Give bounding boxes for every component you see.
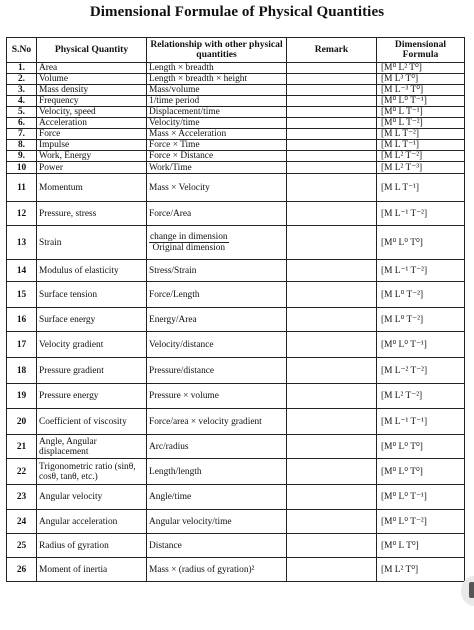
remark-cell (287, 384, 377, 409)
relationship-cell: Mass × Acceleration (147, 129, 287, 140)
quantity-cell: Velocity gradient (37, 332, 147, 358)
relationship-cell: Force/Length (147, 282, 287, 308)
sno-cell: 17 (7, 332, 37, 358)
relationship-cell: Work/Time (147, 162, 287, 174)
formula-cell: [M L² T⁻³] (377, 162, 465, 174)
relationship-cell: Mass/volume (147, 85, 287, 96)
remark-cell (287, 202, 377, 226)
quantity-cell: Impulse (37, 140, 147, 151)
sno-cell: 8. (7, 140, 37, 151)
table-row (7, 308, 465, 332)
sno-cell: 10 (7, 162, 37, 174)
remark-cell (287, 459, 377, 485)
quantity-cell: Pressure gradient (37, 358, 147, 384)
formula-cell: [M L T⁻²] (377, 129, 465, 140)
relationship-cell (147, 226, 287, 260)
formula-cell: [M L T⁻¹] (377, 174, 465, 202)
relationship-cell: Mass × (radius of gyration)² (147, 558, 287, 582)
table-row (7, 129, 465, 140)
quantity-cell: Area (37, 63, 147, 74)
header-remark: Remark (287, 38, 377, 63)
remark-cell (287, 332, 377, 358)
table-row (7, 140, 465, 151)
relationship-cell: Distance (147, 534, 287, 558)
remark-cell (287, 96, 377, 107)
formula-cell: [M⁰ L⁰ T⁰] (377, 459, 465, 485)
header-relationship: Relationship with other physical quantities (147, 38, 287, 63)
formula-cell: [M L² T⁻²] (377, 384, 465, 409)
relationship-cell: Force × Distance (147, 151, 287, 162)
header-physical-quantity: Physical Quantity (37, 38, 147, 63)
quantity-cell: Momentum (37, 174, 147, 202)
sno-cell: 18 (7, 358, 37, 384)
sno-cell: 11 (7, 174, 37, 202)
fraction-denominator: Original dimension (152, 243, 226, 253)
formula-cell: [M⁰ L T⁻²] (377, 118, 465, 129)
header-dimensional-formula: Dimensional Formula (377, 38, 465, 63)
table-row (7, 162, 465, 174)
quantity-cell: Work, Energy (37, 151, 147, 162)
sno-cell: 21 (7, 435, 37, 459)
table-row (7, 358, 465, 384)
remark-cell (287, 162, 377, 174)
relationship-cell: Length/length (147, 459, 287, 485)
sno-cell: 7. (7, 129, 37, 140)
table-row (7, 332, 465, 358)
formula-cell: [M L² T⁻²] (377, 151, 465, 162)
formula-cell: [M⁰ L² T⁰] (377, 63, 465, 74)
table-row (7, 118, 465, 129)
formula-cell: [M L⁻¹ T⁻²] (377, 260, 465, 282)
sno-cell: 22 (7, 459, 37, 485)
table-row (7, 174, 465, 202)
sno-cell: 24 (7, 510, 37, 534)
remark-cell (287, 107, 377, 118)
relationship-cell: Length × breadth (147, 63, 287, 74)
quantity-cell: Surface energy (37, 308, 147, 332)
quantity-cell: Pressure, stress (37, 202, 147, 226)
sno-cell: 14 (7, 260, 37, 282)
remark-cell (287, 485, 377, 510)
formula-cell: [M L⁰ T⁻²] (377, 282, 465, 308)
table-row (7, 260, 465, 282)
remark-cell (287, 282, 377, 308)
quantity-cell: Moment of inertia (37, 558, 147, 582)
remark-cell (287, 409, 377, 435)
table-row (7, 485, 465, 510)
remark-cell (287, 534, 377, 558)
formula-cell: [M⁰ L⁰ T⁻¹] (377, 485, 465, 510)
sno-cell: 19 (7, 384, 37, 409)
relationship-cell: Stress/Strain (147, 260, 287, 282)
table-header-row (7, 38, 465, 63)
relationship-cell: Force/area × velocity gradient (147, 409, 287, 435)
dimensional-formula-table (6, 37, 465, 582)
remark-cell (287, 151, 377, 162)
table-row (7, 558, 465, 582)
relationship-cell: Velocity/distance (147, 332, 287, 358)
sno-cell: 25 (7, 534, 37, 558)
formula-cell: [M L T⁻¹] (377, 140, 465, 151)
sno-cell: 5. (7, 107, 37, 118)
remark-cell (287, 174, 377, 202)
table-row (7, 107, 465, 118)
quantity-cell: Acceleration (37, 118, 147, 129)
remark-cell (287, 358, 377, 384)
relationship-cell: 1/time period (147, 96, 287, 107)
quantity-cell: Coefficient of viscosity (37, 409, 147, 435)
formula-cell: [M L² T⁰] (377, 558, 465, 582)
formula-cell: [M L³ T⁰] (377, 74, 465, 85)
remark-cell (287, 510, 377, 534)
table-row (7, 151, 465, 162)
formula-cell: [M⁰ L⁰ T⁻¹] (377, 96, 465, 107)
table-row (7, 282, 465, 308)
quantity-cell: Strain (37, 226, 147, 260)
quantity-cell: Angular velocity (37, 485, 147, 510)
remark-cell (287, 74, 377, 85)
quantity-cell: Pressure energy (37, 384, 147, 409)
remark-cell (287, 118, 377, 129)
remark-cell (287, 129, 377, 140)
table-row (7, 534, 465, 558)
sno-cell: 15 (7, 282, 37, 308)
formula-cell: [M⁰ L T⁰] (377, 534, 465, 558)
relationship-cell: Velocity/time (147, 118, 287, 129)
quantity-cell: Radius of gyration (37, 534, 147, 558)
remark-cell (287, 85, 377, 96)
sno-cell: 3. (7, 85, 37, 96)
header-sno: S.No (7, 38, 37, 63)
relationship-cell: Pressure × volume (147, 384, 287, 409)
sno-cell: 12 (7, 202, 37, 226)
table-row (7, 510, 465, 534)
relationship-cell: Angular velocity/time (147, 510, 287, 534)
remark-cell (287, 260, 377, 282)
relationship-cell: Length × breadth × height (147, 74, 287, 85)
quantity-cell: Force (37, 129, 147, 140)
relationship-cell: Displacement/time (147, 107, 287, 118)
relationship-cell: Force/Area (147, 202, 287, 226)
quantity-cell: Velocity, speed (37, 107, 147, 118)
sno-cell: 13 (7, 226, 37, 260)
table-row (7, 74, 465, 85)
table-row (7, 384, 465, 409)
sno-cell: 2. (7, 74, 37, 85)
fraction-numerator: change in dimension (150, 232, 228, 242)
remark-cell (287, 435, 377, 459)
quantity-cell: Power (37, 162, 147, 174)
sno-cell: 1. (7, 63, 37, 74)
quantity-cell: Frequency (37, 96, 147, 107)
formula-cell: [M L⁻² T⁻²] (377, 358, 465, 384)
quantity-cell: Angle, Angular displacement (37, 435, 147, 459)
remark-cell (287, 308, 377, 332)
sno-cell: 23 (7, 485, 37, 510)
relationship-cell: Force × Time (147, 140, 287, 151)
relationship-cell: Pressure/distance (147, 358, 287, 384)
remark-cell (287, 558, 377, 582)
relationship-cell: Energy/Area (147, 308, 287, 332)
quantity-cell: Modulus of elasticity (37, 260, 147, 282)
table-row (7, 226, 465, 260)
formula-cell: [M L⁻¹ T⁻²] (377, 202, 465, 226)
formula-cell: [M⁰ L⁰ T⁻²] (377, 510, 465, 534)
relationship-cell: Angle/time (147, 485, 287, 510)
sno-cell: 20 (7, 409, 37, 435)
formula-cell: [M L⁻¹ T⁻¹] (377, 409, 465, 435)
formula-cell: [M⁰ L T⁻¹] (377, 107, 465, 118)
table-row (7, 435, 465, 459)
quantity-cell: Volume (37, 74, 147, 85)
sno-cell: 16 (7, 308, 37, 332)
formula-cell: [M⁰ L⁰ T⁰] (377, 226, 465, 260)
quantity-cell: Surface tension (37, 282, 147, 308)
remark-cell (287, 140, 377, 151)
fraction (149, 232, 229, 253)
table-row (7, 409, 465, 435)
quantity-cell: Trigonometric ratio (sinθ, cosθ, tanθ, etc.) (37, 459, 147, 485)
formula-cell: [M L⁻³ T⁰] (377, 85, 465, 96)
page-title: Dimensional Formulae of Physical Quantities (89, 4, 385, 20)
sno-cell: 26 (7, 558, 37, 582)
formula-cell: [M L⁰ T⁻²] (377, 308, 465, 332)
table-row (7, 202, 465, 226)
quantity-cell: Mass density (37, 85, 147, 96)
table-row (7, 85, 465, 96)
table-row (7, 459, 465, 485)
sno-cell: 9. (7, 151, 37, 162)
table-row (7, 96, 465, 107)
formula-cell: [M⁰ L⁰ T⁰] (377, 435, 465, 459)
quantity-cell: Angular acceleration (37, 510, 147, 534)
table-row (7, 63, 465, 74)
sno-cell: 6. (7, 118, 37, 129)
table-body (7, 63, 465, 582)
remark-cell (287, 63, 377, 74)
sno-cell: 4. (7, 96, 37, 107)
relationship-cell: Mass × Velocity (147, 174, 287, 202)
remark-cell (287, 226, 377, 260)
formula-cell: [M⁰ L⁰ T⁻¹] (377, 332, 465, 358)
relationship-cell: Arc/radius (147, 435, 287, 459)
